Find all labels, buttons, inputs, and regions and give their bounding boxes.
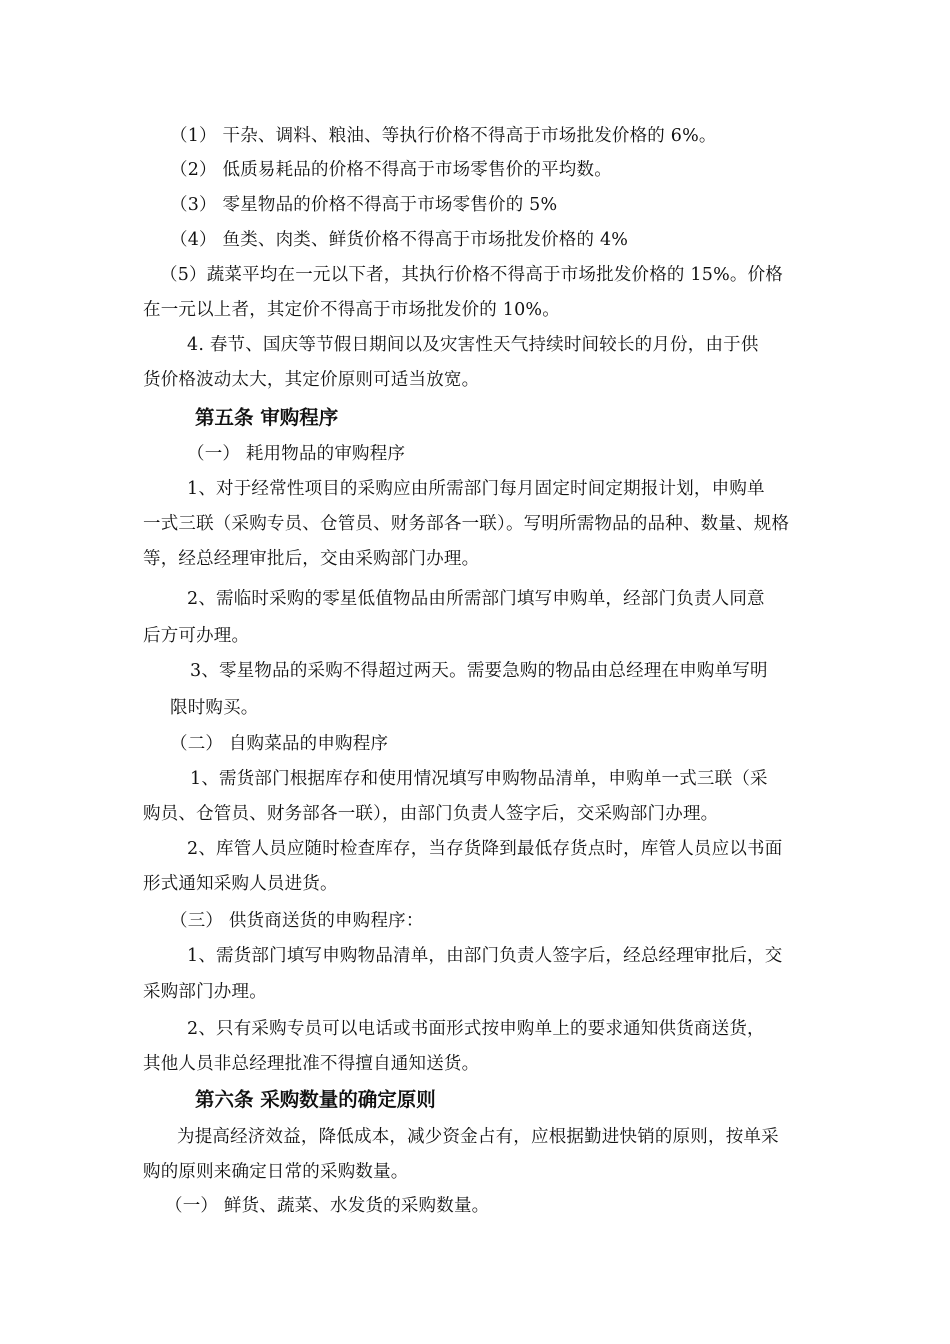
text-line-item-1: 1、对于经常性项目的采购应由所需部门每月固定时间定期报计划，申购单: [187, 479, 765, 499]
text-line-quantity-principle: 为提高经济效益，降低成本，减少资金占有，应根据勤进快销的原则，按单采: [177, 1127, 779, 1147]
subheading-consumables: （一） 耗用物品的审购程序: [187, 444, 406, 464]
text-line-supplier-1-cont: 采购部门办理。: [143, 982, 267, 1002]
text-line-supplier-2: 2、只有采购专员可以电话或书面形式按申购单上的要求通知供货商送货，: [187, 1019, 765, 1039]
text-line-price-rule-4: （4） 鱼类、肉类、鲜货价格不得高于市场批发价格的 4%: [170, 230, 629, 250]
text-line-holiday-rule: 4. 春节、国庆等节假日期间以及灾害性天气持续时间较长的月份，由于供: [187, 335, 759, 355]
heading-article-5: 第五条 审购程序: [195, 406, 339, 429]
text-line-quantity-principle-cont: 购的原则来确定日常的采购数量。: [143, 1162, 409, 1182]
text-line-supplier-2-cont: 其他人员非总经理批准不得擅自通知送货。: [143, 1054, 480, 1074]
text-line-supplier-1: 1、需货部门填写申购物品清单，由部门负责人签字后，经总经理审批后，交: [187, 946, 783, 966]
text-line-item-1-cont2: 等，经总经理审批后，交由采购部门办理。: [143, 549, 480, 569]
subheading-supplier-delivery: （三） 供货商送货的申购程序：: [170, 911, 424, 931]
text-line-item-2-cont: 后方可办理。: [143, 626, 250, 646]
text-line-self-2: 2、库管人员应随时检查库存，当存货降到最低存货点时，库管人员应以书面: [187, 839, 783, 859]
text-line-holiday-rule-cont: 货价格波动太大，其定价原则可适当放宽。: [143, 370, 480, 390]
text-line-price-rule-5: （5）蔬菜平均在一元以下者，其执行价格不得高于市场批发价格的 15%。价格: [160, 265, 783, 285]
text-line-price-rule-2: （2） 低质易耗品的价格不得高于市场零售价的平均数。: [170, 160, 612, 180]
text-line-item-3-cont: 限时购买。: [170, 698, 259, 718]
text-line-item-1-cont: 一式三联（采购专员、仓管员、财务部各一联）。写明所需物品的品种、数量、规格: [143, 514, 790, 534]
text-line-price-rule-5-cont: 在一元以上者，其定价不得高于市场批发价的 10%。: [143, 300, 560, 320]
text-line-self-1: 1、需货部门根据库存和使用情况填写申购物品清单，申购单一式三联（采: [190, 769, 768, 789]
subheading-fresh-goods: （一） 鲜货、蔬菜、水发货的采购数量。: [165, 1196, 490, 1216]
text-line-item-3: 3、零星物品的采购不得超过两天。需要急购的物品由总经理在申购单写明: [190, 661, 768, 681]
text-line-price-rule-3: （3） 零星物品的价格不得高于市场零售价的 5%: [170, 195, 558, 215]
subheading-self-purchase: （二） 自购菜品的申购程序: [170, 734, 389, 754]
heading-article-6: 第六条 采购数量的确定原则: [195, 1088, 436, 1111]
text-line-item-2: 2、需临时采购的零星低值物品由所需部门填写申购单，经部门负责人同意: [187, 589, 765, 609]
text-line-self-1-cont: 购员、仓管员、财务部各一联），由部门负责人签字后，交采购部门办理。: [143, 804, 719, 824]
text-line-self-2-cont: 形式通知采购人员进货。: [143, 874, 338, 894]
text-line-price-rule-1: （1） 干杂、调料、粮油、等执行价格不得高于市场批发价格的 6%。: [170, 126, 717, 146]
